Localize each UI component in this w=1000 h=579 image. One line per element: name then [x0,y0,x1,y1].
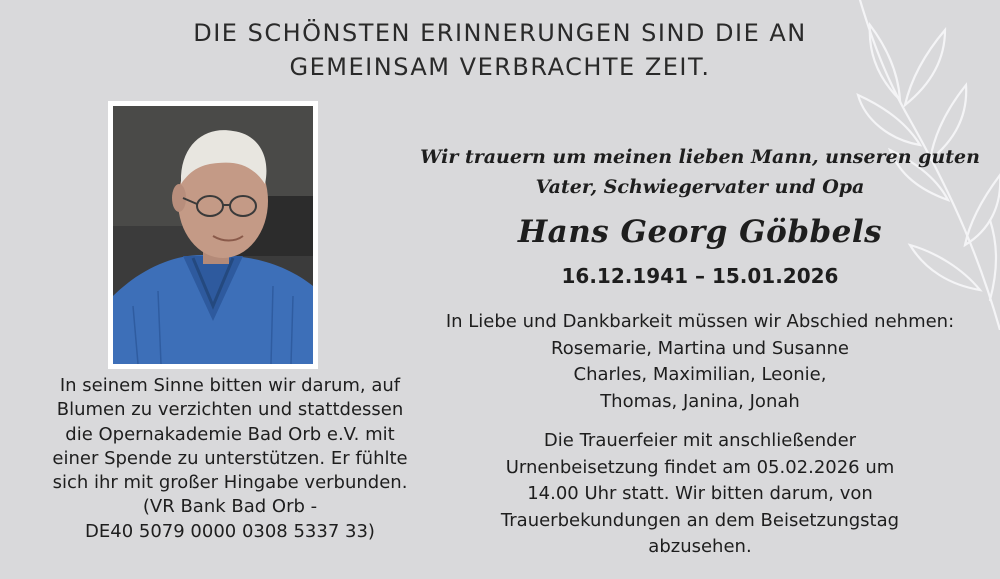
funeral-line: Die Trauerfeier mit anschließender [543,430,857,451]
mourning-intro [400,142,1000,202]
family-line: Rosemarie, Martina und Susanne [551,337,849,359]
intro-line: Wir trauern um meinen lieben Mann, unseren guten [420,146,980,168]
motto [0,16,1000,84]
motto-line: DIE SCHÖNSTEN ERINNERUNGEN SIND DIE AN [193,19,807,47]
donation-line: (VR Bank Bad Orb - [142,496,318,518]
donation-request [20,374,440,544]
funeral-line: abzusehen. [648,536,752,557]
donation-line: Blumen zu verzichten und stattdessen [56,399,404,421]
family-line: Thomas, Janina, Jonah [600,390,800,412]
portrait-photo [113,106,313,364]
life-dates: 16.12.1941 – 15.01.2026 [561,264,839,288]
intro-line: Vater, Schwiegervater und Opa [535,176,865,198]
funeral-line: Urnenbeisetzung findet am 05.02.2026 um [505,456,895,478]
funeral-line: 14.00 Uhr statt. Wir bitten darum, von [527,483,873,504]
deceased-name: Hans Georg Göbbels [517,214,883,250]
funeral-notice [400,428,1000,561]
donation-line: DE40 5079 0000 0308 5337 33) [85,520,375,542]
family-line: In Liebe und Dankbarkeit müssen wir Abschied nehmen: [445,311,955,332]
family-line: Charles, Maximilian, Leonie, [573,364,827,385]
portrait-frame [108,101,318,369]
donation-line: einer Spende zu unterstützen. Er fühlte [52,447,408,469]
funeral-line: Trauerbekundungen an dem Beisetzungstag [500,509,900,531]
motto-line: GEMEINSAM VERBRACHTE ZEIT. [289,53,711,81]
donation-line: In seinem Sinne bitten wir darum, auf [59,375,401,396]
donation-line: sich ihr mit großer Hingabe verbunden. [52,472,408,494]
family-block [400,309,1000,415]
donation-line: die Opernakademie Bad Orb e.V. mit [65,423,395,445]
